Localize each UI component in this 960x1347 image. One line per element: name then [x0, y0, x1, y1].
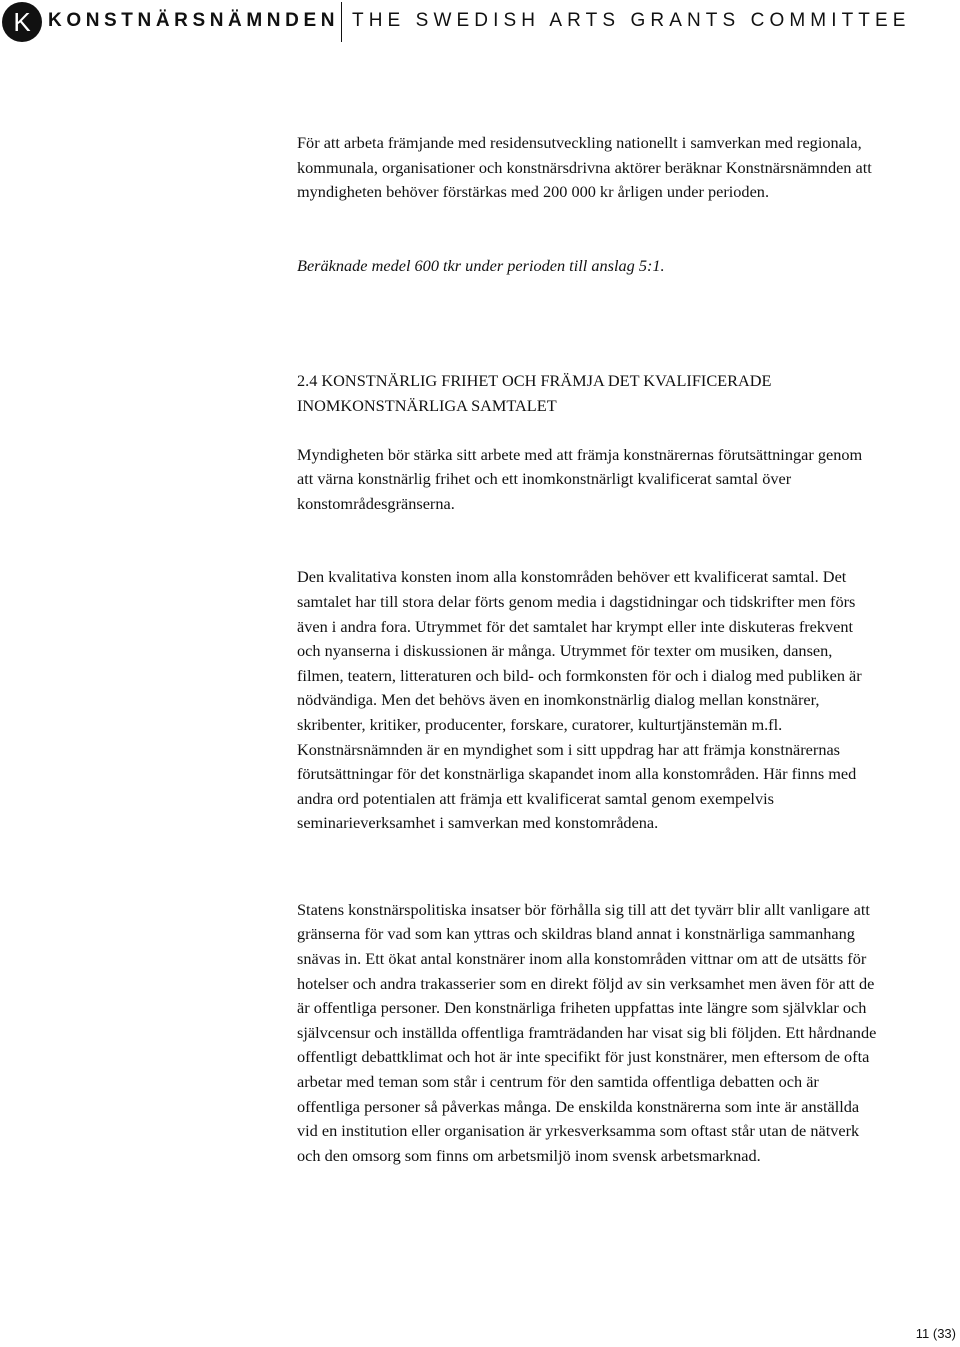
logo-letter: K: [13, 7, 31, 37]
section-heading: 2.4 KONSTNÄRLIG FRIHET OCH FRÄMJA DET KVALIFICERADE INOMKONSTNÄRLIGA SAMTALET: [297, 371, 772, 415]
page-header: [0, 0, 960, 48]
org-name-english: THE SWEDISH ARTS GRANTS COMMITTEE: [352, 10, 911, 31]
budget-note: Beräknade medel 600 tkr under perioden till anslag 5:1.: [297, 255, 665, 275]
page-number: 11 (33): [915, 1326, 956, 1341]
org-name: KONSTNÄRSNÄMNDEN: [48, 10, 340, 31]
paragraph-artistic-freedom: Statens konstnärspolitiska insatser bör förhålla sig till att det tyvärr blir allt vanligare att gränserna för vad som kan yttras och skildras bland annat i konstnärliga sammanhang snävas in. Ett ökat antal konstnärer inom alla konstområden vittnar om att de utsätts för hotelser och andra trakasserier som en direkt följd av sin verksamhet men även för att de är offentliga personer. Den konstnärliga friheten uppfattas inte längre som självklar och självcensur och inställda offentliga framträdanden har visat sig bli följden. Ett hårdnande offentligt debattklimat och hot är inte specifikt för just konstnärer, men eftersom de ofta arbetar med teman som står i centrum för den samtida offentliga debatten och är offentliga personer så påverkas många. De enskilda konstnärerna som inte är anställda vid en institution eller organisation är yrkesverksamma som oftast står utan de nätverk och den omsorg som finns om arbetsmiljö inom svensk arbetsmarknad.: [297, 899, 877, 1165]
paragraph-residency: För att arbeta främjande med residensutveckling nationellt i samverkan med regionala, kommunala, organisationer och konstnärsdrivna aktörer beräknar Konstnärsnämnden att myndigheten behöver förstärkas med 200 000 kr årligen under perioden.: [297, 133, 872, 202]
org-logo: [2, 2, 42, 42]
paragraph-intro: Myndigheten bör stärka sitt arbete med att främja konstnärernas förutsättningar genom att värna konstnärlig frihet och ett inomkonstnärligt kvalificerat samtal över konstområdesgränserna.: [297, 444, 863, 513]
paragraph-dialogue: Den kvalitativa konsten inom alla konstområden behöver ett kvalificerat samtal. Det samtalet har till stora delar förts genom media i dagstidningar och tidskrifter men förs även i andra fora. Utrymmet för det samtalet har krympt eller inte diskuteras frekvent och nyanserna i diskussionen är många. Utrymmet för texter om musiken, dansen, filmen, teatern, litteraturen och bild- och formkonsten för och i dialog med publiken är nödvändiga. Men det behövs även en inomkonstnärlig dialog mellan konstnärer, skribenter, kritiker, producenter, forskare, curatorer, kulturtjänstemän m.fl. Konstnärsnämnden är en myndighet som i sitt uppdrag har att främja konstnärernas förutsättningar för det konstnärliga skapandet inom alla konstområden. Här finns med andra ord potentialen att främja ett kvalificerat samtal genom exempelvis seminarieverksamhet i samverkan med konstområdena.: [297, 567, 862, 833]
document-body: [297, 131, 879, 1168]
header-divider: [341, 2, 342, 42]
